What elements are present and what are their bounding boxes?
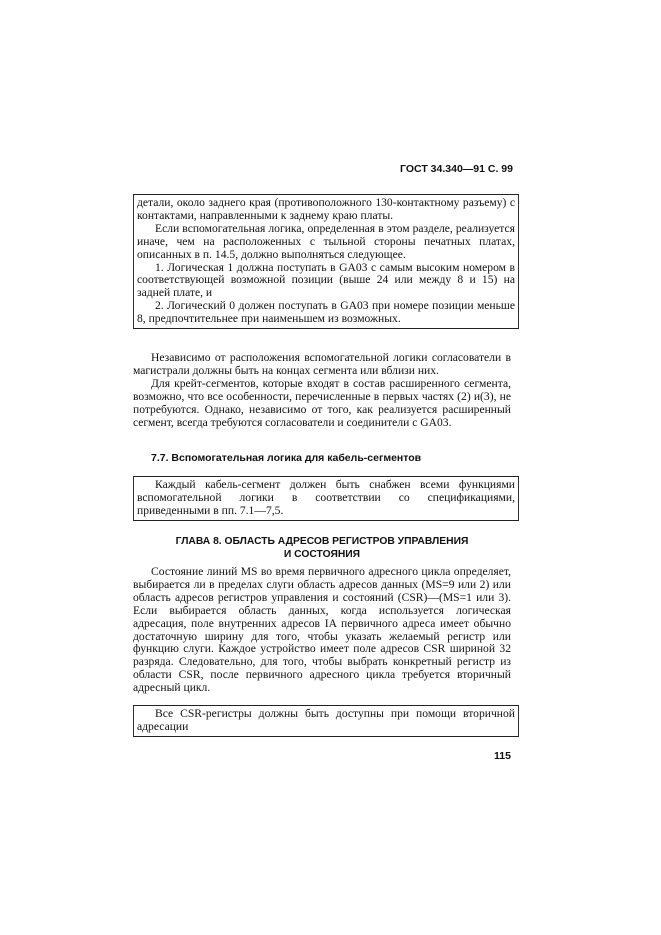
paragraph: Состояние линий MS во время первичного адресного цикла определяет, выбирается ли в пределах слуги область адресов данных (MS=9 или 2) или область адресов регистров управления и состояний (CSR)—(MS=1 или 3). Если выбирается область данных, когда используется логическая адресация, поле внутренних адресов IA первичного адреса имеет обычно достаточную ширину для того, чтобы указать желаемый регистр или функцию слуги. Каждое устройство имеет поле адресов CSR шириной 32 разряда. Следовательно, для того, чтобы выбрать конкретный регистр из области CSR, после первичного адресного цикла требуется вторичный адресный цикл. <box>133 565 511 695</box>
paragraph: детали, около заднего края (противоположного 130-контактному разъему) с контактами, направленными к заднему краю платы. <box>137 196 515 222</box>
paragraph: Все CSR-регистры должны быть доступны при помощи вторичной адресации <box>137 707 515 733</box>
section-heading: 7.7. Вспомогательная логика для кабель-сегментов <box>151 452 422 464</box>
requirement-box-1 <box>133 194 519 329</box>
paragraph: Для крейт-сегментов, которые входят в состав расширенного сегмента, возможно, что все особенности, перечисленные в первых частях (2) и(3), не потребуются. Однако, независимо от того, как реализуется расширенный сегмент, всегда требуются согласователи и соединители с GA03. <box>133 376 511 429</box>
requirement-box-3 <box>133 705 519 737</box>
body-text <box>133 352 511 429</box>
page-header: ГОСТ 34.340—91 С. 99 <box>400 163 513 175</box>
chapter-title-line: ГЛАВА 8. ОБЛАСТЬ АДРЕСОВ РЕГИСТРОВ УПРАВЛЕНИЯ <box>175 536 469 547</box>
requirement-box-2 <box>133 476 519 521</box>
paragraph: Если вспомогательная логика, определенная в этом разделе, реализуется иначе, чем на расположенных с тыльной стороны печатных платах, описанных в п. 14.5, должно выполняться следующее. <box>137 221 515 261</box>
chapter-title-line: И СОСТОЯНИЯ <box>283 548 361 560</box>
paragraph: Независимо от расположения вспомогательной логики согласователи в магистрали должны быть на концах сегмента или вблизи них. <box>133 351 511 377</box>
list-item: 2. Логический 0 должен поступать в GA03 при номере позиции меньше 8, предпочтительнее при наименьшем из возможных. <box>137 299 515 326</box>
body-text <box>133 566 511 695</box>
page-number: 115 <box>494 750 511 762</box>
list-item: 1. Логическая 1 должна поступать в GA03 с самым высоким номером в соответствующей возможной позиции (выше 24 или между 8 и 15) на задней плате, и <box>137 260 515 300</box>
chapter-heading <box>133 536 511 561</box>
paragraph: Каждый кабель-сегмент должен быть снабжен всеми функциями вспомогательной логики в соответствии со спецификациями, приведенными в пп. 7.1—7,5. <box>137 478 515 517</box>
